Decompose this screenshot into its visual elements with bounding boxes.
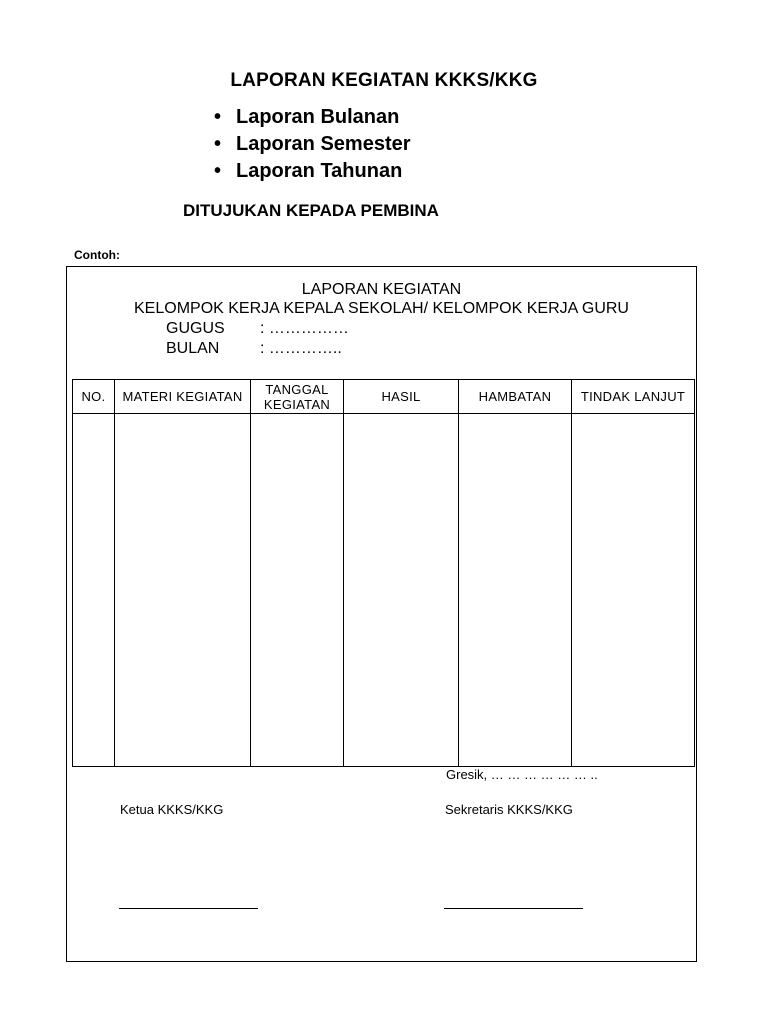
gugus-label: GUGUS bbox=[166, 320, 225, 337]
document-title: LAPORAN KEGIATAN KKKS/KKG bbox=[230, 70, 538, 91]
chair-label: Ketua KKKS/KKG bbox=[120, 802, 224, 817]
column-header-hambatan: HAMBATAN bbox=[459, 380, 572, 414]
table-header-row bbox=[73, 380, 695, 414]
column-header-tanggal-kegiatan: TANGGAL KEGIATAN bbox=[251, 380, 344, 414]
column-header-no: NO. bbox=[73, 380, 115, 414]
report-type-item: • Laporan Tahunan bbox=[214, 158, 411, 185]
column-header-tindak-lanjut: TINDAK LANJUT bbox=[572, 380, 695, 414]
table-cell bbox=[572, 414, 695, 767]
example-label: Contoh: bbox=[74, 248, 120, 262]
bulan-label: BULAN bbox=[166, 340, 220, 357]
report-type-item: • Laporan Semester bbox=[214, 131, 411, 158]
report-type-item: • Laporan Bulanan bbox=[214, 104, 411, 131]
secretary-label: Sekretaris KKKS/KKG bbox=[445, 802, 573, 817]
chair-signature-line bbox=[119, 908, 258, 909]
column-header-materi-kegiatan: MATERI KEGIATAN bbox=[115, 380, 251, 414]
addressed-to: DITUJUKAN KEPADA PEMBINA bbox=[183, 201, 439, 220]
table-cell bbox=[73, 414, 115, 767]
table-cell bbox=[459, 414, 572, 767]
table-row bbox=[73, 414, 695, 767]
report-form bbox=[66, 266, 697, 962]
bulan-value: : ………….. bbox=[260, 340, 342, 357]
table-cell bbox=[251, 414, 344, 767]
table-cell bbox=[115, 414, 251, 767]
report-type-list bbox=[214, 104, 411, 185]
form-title: LAPORAN KEGIATAN bbox=[301, 281, 462, 298]
form-subtitle: KELOMPOK KERJA KEPALA SEKOLAH/ KELOMPOK KERJA GURU bbox=[134, 300, 629, 317]
secretary-signature-line bbox=[444, 908, 583, 909]
table-cell bbox=[344, 414, 459, 767]
gugus-value: : …………… bbox=[260, 320, 349, 337]
place-date: Gresik, … … … … … … .. bbox=[446, 767, 598, 782]
column-header-hasil: HASIL bbox=[344, 380, 459, 414]
activity-table bbox=[72, 379, 695, 767]
